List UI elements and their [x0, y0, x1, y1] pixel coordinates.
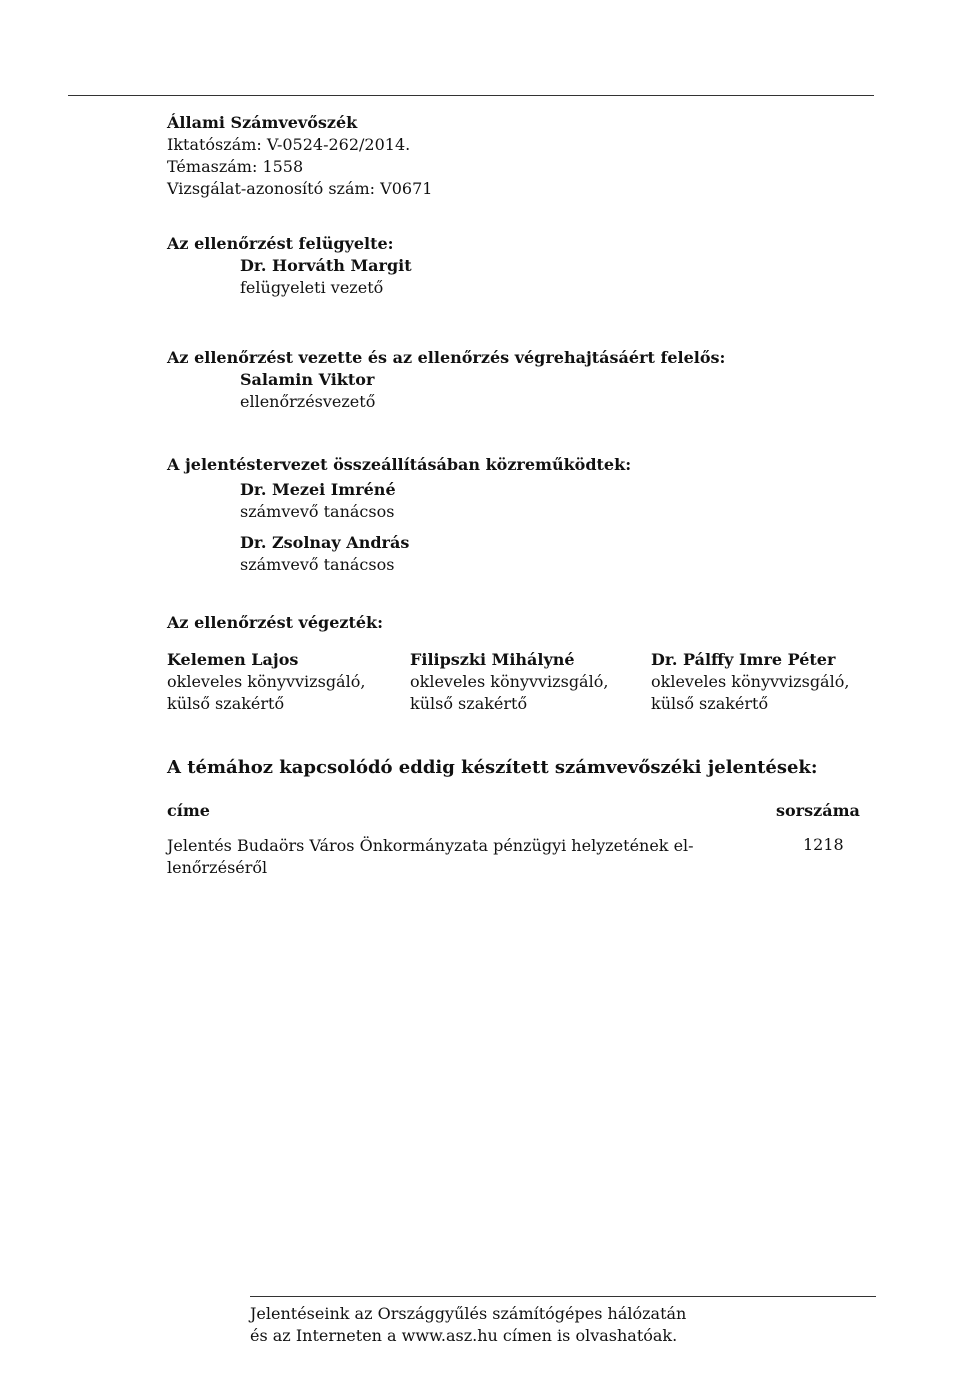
auditor-name: Dr. Pálffy Imre Péter — [651, 650, 836, 669]
report-title-line: lenőrzéséről — [167, 858, 268, 877]
supervisor-role: felügyeleti vezető — [240, 278, 384, 297]
contributor-role: számvevő tanácsos — [240, 555, 395, 574]
column-header-number: sorszáma — [776, 801, 860, 820]
contributors-section — [167, 454, 887, 576]
contributor-name: Dr. Mezei Imréné — [240, 480, 396, 499]
supervision-section — [167, 233, 887, 299]
auditor-role: külső szakértő — [410, 694, 528, 713]
auditor-qualification: okleveles könyvvizsgáló, — [410, 672, 609, 691]
contributor-role: számvevő tanácsos — [240, 502, 395, 521]
top-rule — [68, 95, 874, 96]
auditor-entry — [651, 649, 849, 715]
document-header — [167, 112, 887, 200]
contributor-name: Dr. Zsolnay András — [240, 533, 410, 552]
footer-note — [250, 1303, 686, 1347]
leadership-section — [167, 347, 887, 413]
auditor-name: Filipszki Mihályné — [410, 650, 575, 669]
footer-line: Jelentéseink az Országgyűlés számítógépes hálózatán — [250, 1304, 687, 1323]
auditors-section — [167, 612, 887, 634]
report-title-line: Jelentés Budaörs Város Önkormányzata pénzügyi helyzetének el- — [167, 836, 694, 855]
leader-name: Salamin Viktor — [240, 370, 375, 389]
supervisor-name: Dr. Horváth Margit — [240, 256, 412, 275]
report-number: 1218 — [803, 835, 844, 854]
leader-role: ellenőrzésvezető — [240, 392, 376, 411]
auditor-entry — [410, 649, 608, 715]
contributors-label: A jelentéstervezet összeállításában közreműködtek: — [167, 455, 632, 474]
auditors-list — [167, 649, 887, 724]
report-title — [167, 835, 752, 879]
auditor-role: külső szakértő — [651, 694, 769, 713]
auditor-role: külső szakértő — [167, 694, 285, 713]
related-reports-heading: A témához kapcsolódó eddig készített számvevőszéki jelentések: — [167, 757, 818, 778]
institution-name: Állami Számvevőszék — [167, 113, 358, 132]
auditors-label: Az ellenőrzést végezték: — [167, 613, 384, 632]
footer-rule — [250, 1296, 876, 1297]
auditor-name: Kelemen Lajos — [167, 650, 299, 669]
column-header-title: címe — [167, 801, 210, 820]
leadership-label: Az ellenőrzést vezette és az ellenőrzés végrehajtásáért felelős: — [167, 348, 726, 367]
auditor-entry — [167, 649, 365, 715]
auditor-qualification: okleveles könyvvizsgáló, — [651, 672, 850, 691]
supervision-label: Az ellenőrzést felügyelte: — [167, 234, 394, 253]
auditor-qualification: okleveles könyvvizsgáló, — [167, 672, 366, 691]
audit-id: Vizsgálat-azonosító szám: V0671 — [167, 179, 433, 198]
footer-line: és az Interneten a www.asz.hu címen is olvashatóak. — [250, 1326, 678, 1345]
topic-number: Témaszám: 1558 — [167, 157, 304, 176]
file-number: Iktatószám: V-0524-262/2014. — [167, 135, 411, 154]
